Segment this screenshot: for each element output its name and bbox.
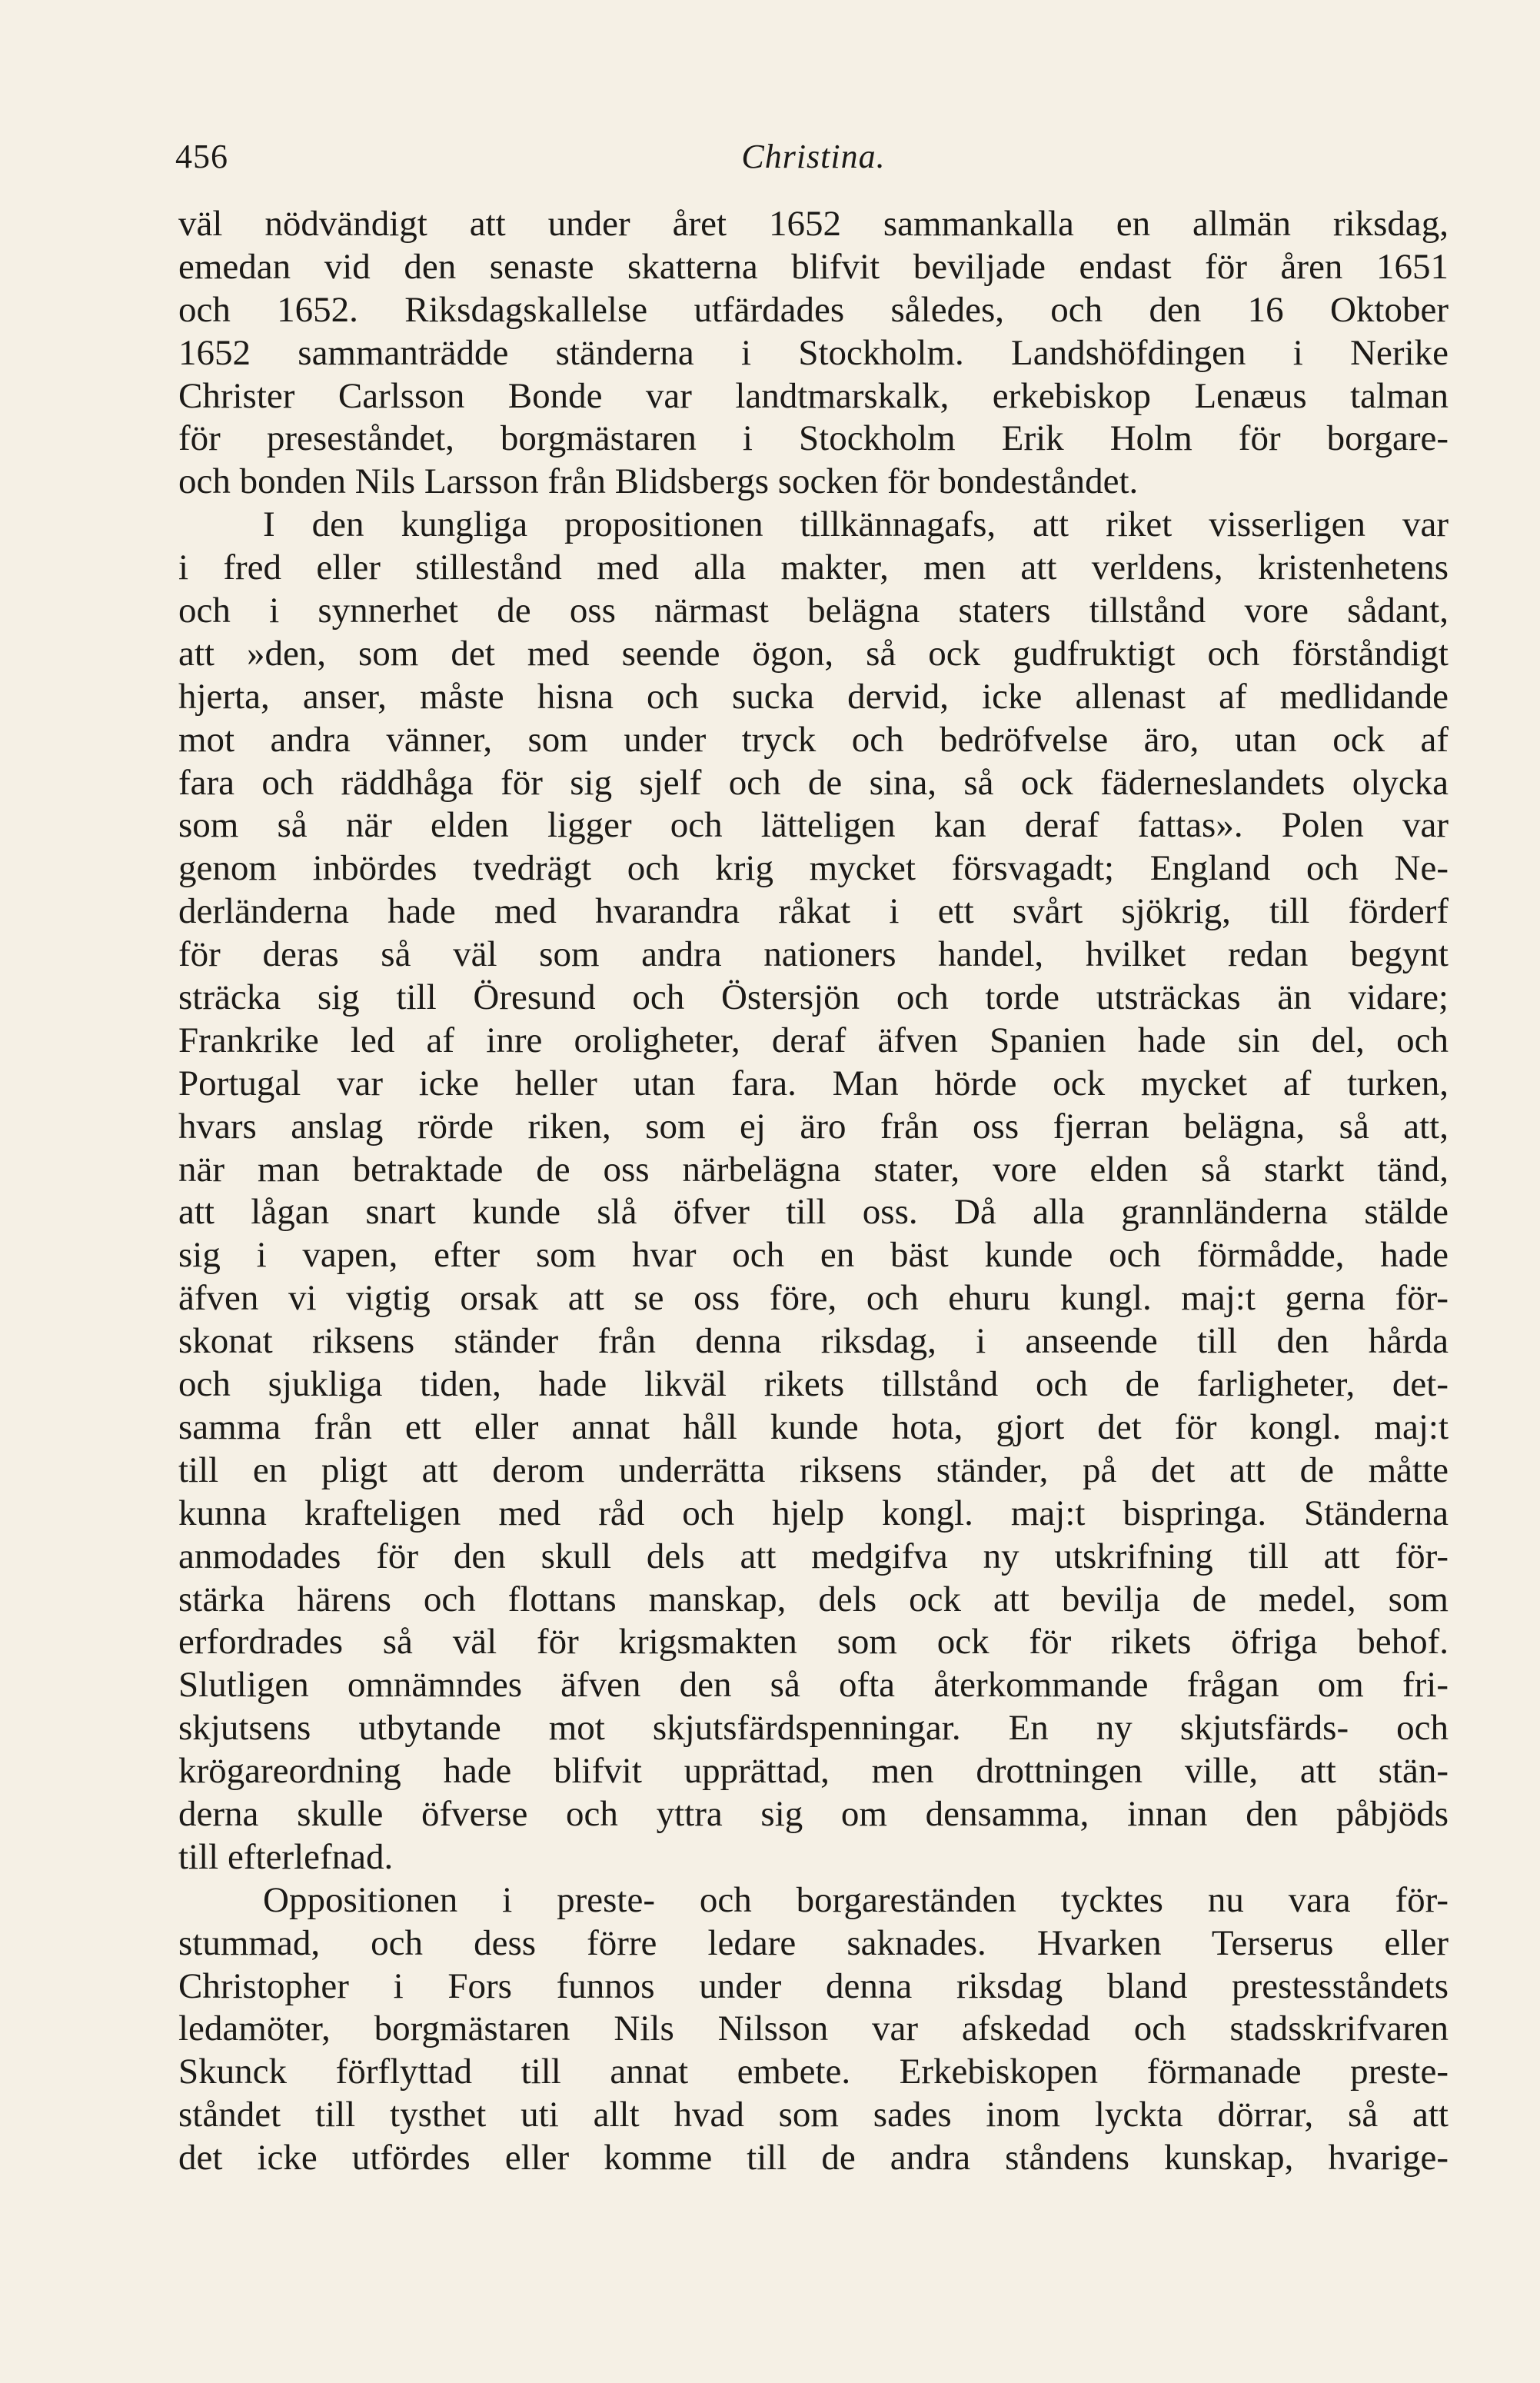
text-line: som så när elden ligger och lätteligen kan deraf fattas». Polen var <box>178 805 1449 846</box>
text-line: emedan vid den senaste skatterna blifvit beviljade endast för åren 1651 <box>178 246 1449 287</box>
text-line: stummad, och dess förre ledare saknades. Hvarken Terserus eller <box>178 1922 1449 1963</box>
text-line: för preseståndet, borgmästaren i Stockholm Erik Holm för borgare- <box>178 418 1449 459</box>
text-line: för deras så väl som andra nationers handel, hvilket redan begynt <box>178 934 1449 975</box>
text-line: Portugal var icke heller utan fara. Man hörde ock mycket af turken, <box>178 1063 1449 1103</box>
text-line: ledamöter, borgmästaren Nils Nilsson var afskedad och stadsskrifvaren <box>178 2009 1449 2049</box>
text-line: genom inbördes tvedrägt och krig mycket försvagadt; England och Ne- <box>178 848 1449 889</box>
text-line: fara och räddhåga för sig sjelf och de sina, så ock fäderneslandets olycka <box>178 762 1449 803</box>
page-number: 456 <box>175 138 228 175</box>
text-line: erfordrades så väl för krigsmakten som ock för rikets öfriga behof. <box>178 1622 1449 1662</box>
text-line: sig i vapen, efter som hvar och en bäst kunde och förmådde, hade <box>178 1235 1449 1276</box>
text-line: och 1652. Riksdagskallelse utfärdades således, och den 16 Oktober <box>178 289 1449 330</box>
text-line: Slutligen omnämndes äfven den så ofta återkommande frågan om fri- <box>178 1665 1449 1706</box>
text-line: hjerta, anser, måste hisna och sucka dervid, icke allenast af medlidande <box>178 676 1449 717</box>
text-line: I den kungliga propositionen tillkännagafs, att riket visserligen var <box>263 504 1449 545</box>
text-line: ståndet till tysthet uti allt hvad som sades inom lyckta dörrar, så att <box>178 2095 1449 2135</box>
text-line: Skunck förflyttad till annat embete. Erkebiskopen förmanade preste- <box>178 2052 1449 2092</box>
text-line: det icke utfördes eller komme till de andra ståndens kunskap, hvarige- <box>178 2138 1449 2178</box>
running-title: Christina. <box>741 138 886 175</box>
running-head <box>175 137 1452 183</box>
text-line: stärka härens och flottans manskap, dels ock att bevilja de medel, som <box>178 1579 1449 1619</box>
text-line: Christopher i Fors funnos under denna riksdag bland prestesståndets <box>178 1965 1449 2006</box>
text-line: och i synnerhet de oss närmast belägna staters tillstånd vore sådant, <box>178 591 1449 631</box>
text-line: Christer Carlsson Bonde var landtmarskalk, erkebiskop Lenæus talman <box>178 375 1449 416</box>
text-line: när man betraktade de oss närbelägna stater, vore elden så starkt tänd, <box>178 1149 1449 1190</box>
body-text <box>178 203 1449 2180</box>
text-line: i fred eller stillestånd med alla makter, men att verldens, kristenhetens <box>178 547 1449 588</box>
text-line: anmodades för den skull dels att medgifva ny utskrifning till att för- <box>178 1536 1449 1576</box>
text-line: krögareordning hade blifvit upprättad, men drottningen ville, att stän- <box>178 1751 1449 1792</box>
text-line: hvars anslag rörde riken, som ej äro från oss fjerran belägna, så att, <box>178 1106 1449 1147</box>
text-line: till efterlefnad. <box>178 1836 394 1877</box>
text-line: till en pligt att derom underrätta riksens ständer, på det att de måtte <box>178 1449 1449 1490</box>
text-line: Frankrike led af inre oroligheter, deraf äfven Spanien hade sin del, och <box>178 1020 1449 1060</box>
text-line: att lågan snart kunde slå öfver till oss. Då alla grannländerna stälde <box>178 1192 1449 1233</box>
text-line: och sjukliga tiden, hade likväl rikets tillstånd och de farligheter, det- <box>178 1364 1449 1405</box>
text-line: skonat riksens ständer från denna riksdag, i anseende till den hårda <box>178 1321 1449 1362</box>
text-line: derländerna hade med hvarandra råkat i ett svårt sjökrig, till förderf <box>178 891 1449 932</box>
text-line: och bonden Nils Larsson från Blidsbergs socken för bondeståndet. <box>178 461 1139 502</box>
text-line: Oppositionen i preste- och borgareständen tycktes nu vara för- <box>263 1879 1449 1920</box>
text-line: skjutsens utbytande mot skjutsfärdspenningar. En ny skjutsfärds- och <box>178 1708 1449 1749</box>
text-line: att »den, som det med seende ögon, så ock gudfruktigt och förståndigt <box>178 633 1449 674</box>
text-line: kunna krafteligen med råd och hjelp kongl. maj:t bispringa. Ständerna <box>178 1493 1449 1533</box>
text-line: samma från ett eller annat håll kunde hota, gjort det för kongl. maj:t <box>178 1406 1449 1447</box>
text-line: derna skulle öfverse och yttra sig om densamma, innan den påbjöds <box>178 1793 1449 1834</box>
text-line: väl nödvändigt att under året 1652 sammankalla en allmän riksdag, <box>178 204 1449 244</box>
text-line: sträcka sig till Öresund och Östersjön och torde utsträckas än vidare; <box>178 977 1449 1018</box>
text-line: 1652 sammanträdde ständerna i Stockholm. Landshöfdingen i Nerike <box>178 332 1449 373</box>
text-line: mot andra vänner, som under tryck och bedröfvelse äro, utan ock af <box>178 719 1449 760</box>
text-line: äfven vi vigtig orsak att se oss före, och ehuru kungl. maj:t gerna för- <box>178 1278 1449 1319</box>
